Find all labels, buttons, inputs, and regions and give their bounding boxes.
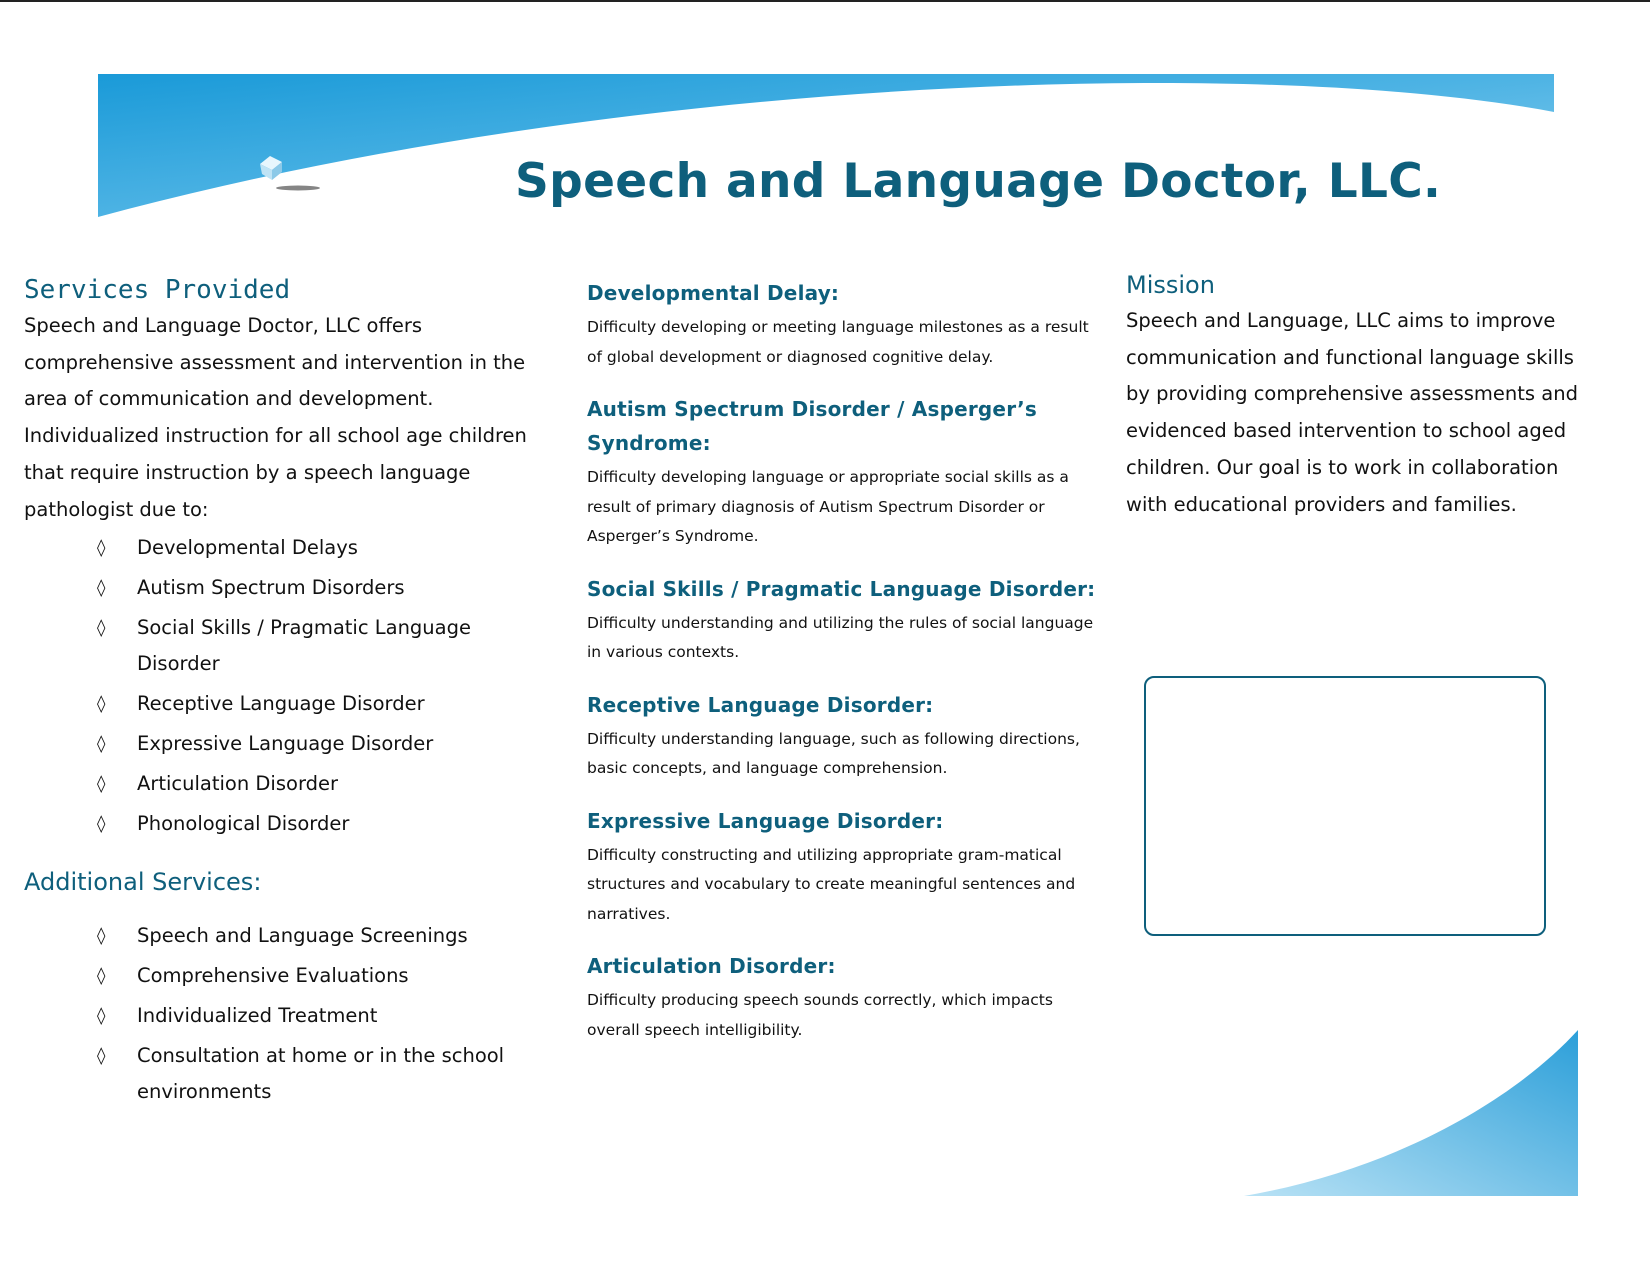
diamond-bullet-icon: ◊ [97, 966, 106, 987]
list-item: ◊ Receptive Language Disorder [24, 686, 544, 722]
diamond-bullet-icon: ◊ [97, 814, 106, 835]
list-item: ◊ Expressive Language Disorder [24, 726, 544, 762]
top-rule [0, 0, 1650, 2]
diamond-bullet-icon: ◊ [97, 578, 106, 599]
disorder-item [587, 949, 1107, 1045]
mission-heading: Mission [1126, 271, 1215, 299]
disorder-item [587, 276, 1107, 372]
list-item: ◊ Autism Spectrum Disorders [24, 570, 544, 606]
list-item: ◊ Phonological Disorder [24, 806, 544, 842]
diamond-bullet-icon: ◊ [97, 1046, 106, 1067]
diamond-bullet-icon: ◊ [97, 774, 106, 795]
list-item: ◊ Articulation Disorder [24, 766, 544, 802]
diamond-bullet-icon: ◊ [97, 694, 106, 715]
disorder-heading: Articulation Disorder: [587, 954, 836, 978]
cube-shadow [276, 186, 320, 191]
disorder-description: Difficulty developing language or appropriate social skills as a result of primary diagnosis of Autism Spectrum Disorder or Asperger’s Syndrome. [587, 468, 1069, 545]
disorder-heading: Receptive Language Disorder: [587, 692, 934, 717]
list-item: ◊ Individualized Treatment [24, 998, 544, 1034]
disorders-column [587, 276, 1107, 1065]
disorder-description: Difficulty understanding language, such as following directions, basic concepts, and language comprehension. [587, 729, 1080, 777]
image-placeholder-frame [1144, 676, 1546, 936]
additional-services-list [24, 918, 544, 1110]
list-item: ◊ Consultation at home or in the school environments [24, 1038, 544, 1110]
services-list [24, 530, 544, 842]
disorder-description: Difficulty developing or meeting language milestones as a result of global development or diagnosed cognitive delay. [587, 318, 1089, 366]
diamond-bullet-icon: ◊ [97, 926, 106, 947]
mission-column [1126, 267, 1596, 523]
disorder-heading: Developmental Delay: [587, 281, 840, 305]
corner-swoosh [1244, 1030, 1578, 1196]
diamond-bullet-icon: ◊ [97, 538, 106, 559]
list-item: ◊ Speech and Language Screenings [24, 918, 544, 954]
disorder-item [587, 688, 1107, 784]
additional-services-heading: Additional Services: [24, 868, 262, 897]
diamond-bullet-icon: ◊ [97, 618, 106, 639]
page-title: Speech and Language Doctor, LLC. [515, 154, 1442, 209]
disorder-item [587, 804, 1107, 930]
services-heading: Services Provided [24, 275, 291, 305]
list-item: ◊ Social Skills / Pragmatic Language Disorder [24, 610, 544, 682]
diamond-bullet-icon: ◊ [97, 734, 106, 755]
disorder-heading: Autism Spectrum Disorder / Asperger’s Syndrome: [587, 397, 1037, 455]
disorder-heading: Expressive Language Disorder: [587, 808, 944, 833]
services-column [24, 272, 544, 1114]
disorder-description: Difficulty understanding and utilizing the rules of social language in various contexts. [587, 613, 1094, 661]
list-item: ◊ Comprehensive Evaluations [24, 958, 544, 994]
mission-text: Speech and Language, LLC aims to improve communication and functional language skills by providing comprehensive assessments and evidenced based intervention to school aged children. Our goal is to work in collaboration with educational providers and families. [1126, 309, 1578, 516]
services-intro: Speech and Language Doctor, LLC offers comprehensive assessment and intervention in the area of communication and development. Individualized instruction for all school age children that require instruction by a speech language pathologist due to: [24, 314, 527, 521]
disorder-item [587, 572, 1107, 668]
disorder-description: Difficulty producing speech sounds correctly, which impacts overall speech intelligibility. [587, 991, 1053, 1039]
disorder-item [587, 392, 1107, 552]
disorder-heading: Social Skills / Pragmatic Language Disorder: [587, 576, 1096, 601]
list-item: ◊ Developmental Delays [24, 530, 544, 566]
disorder-description: Difficulty constructing and utilizing appropriate gram-matical structures and vocabulary to create meaningful sentences and narratives. [587, 845, 1076, 923]
diamond-bullet-icon: ◊ [97, 1006, 106, 1027]
